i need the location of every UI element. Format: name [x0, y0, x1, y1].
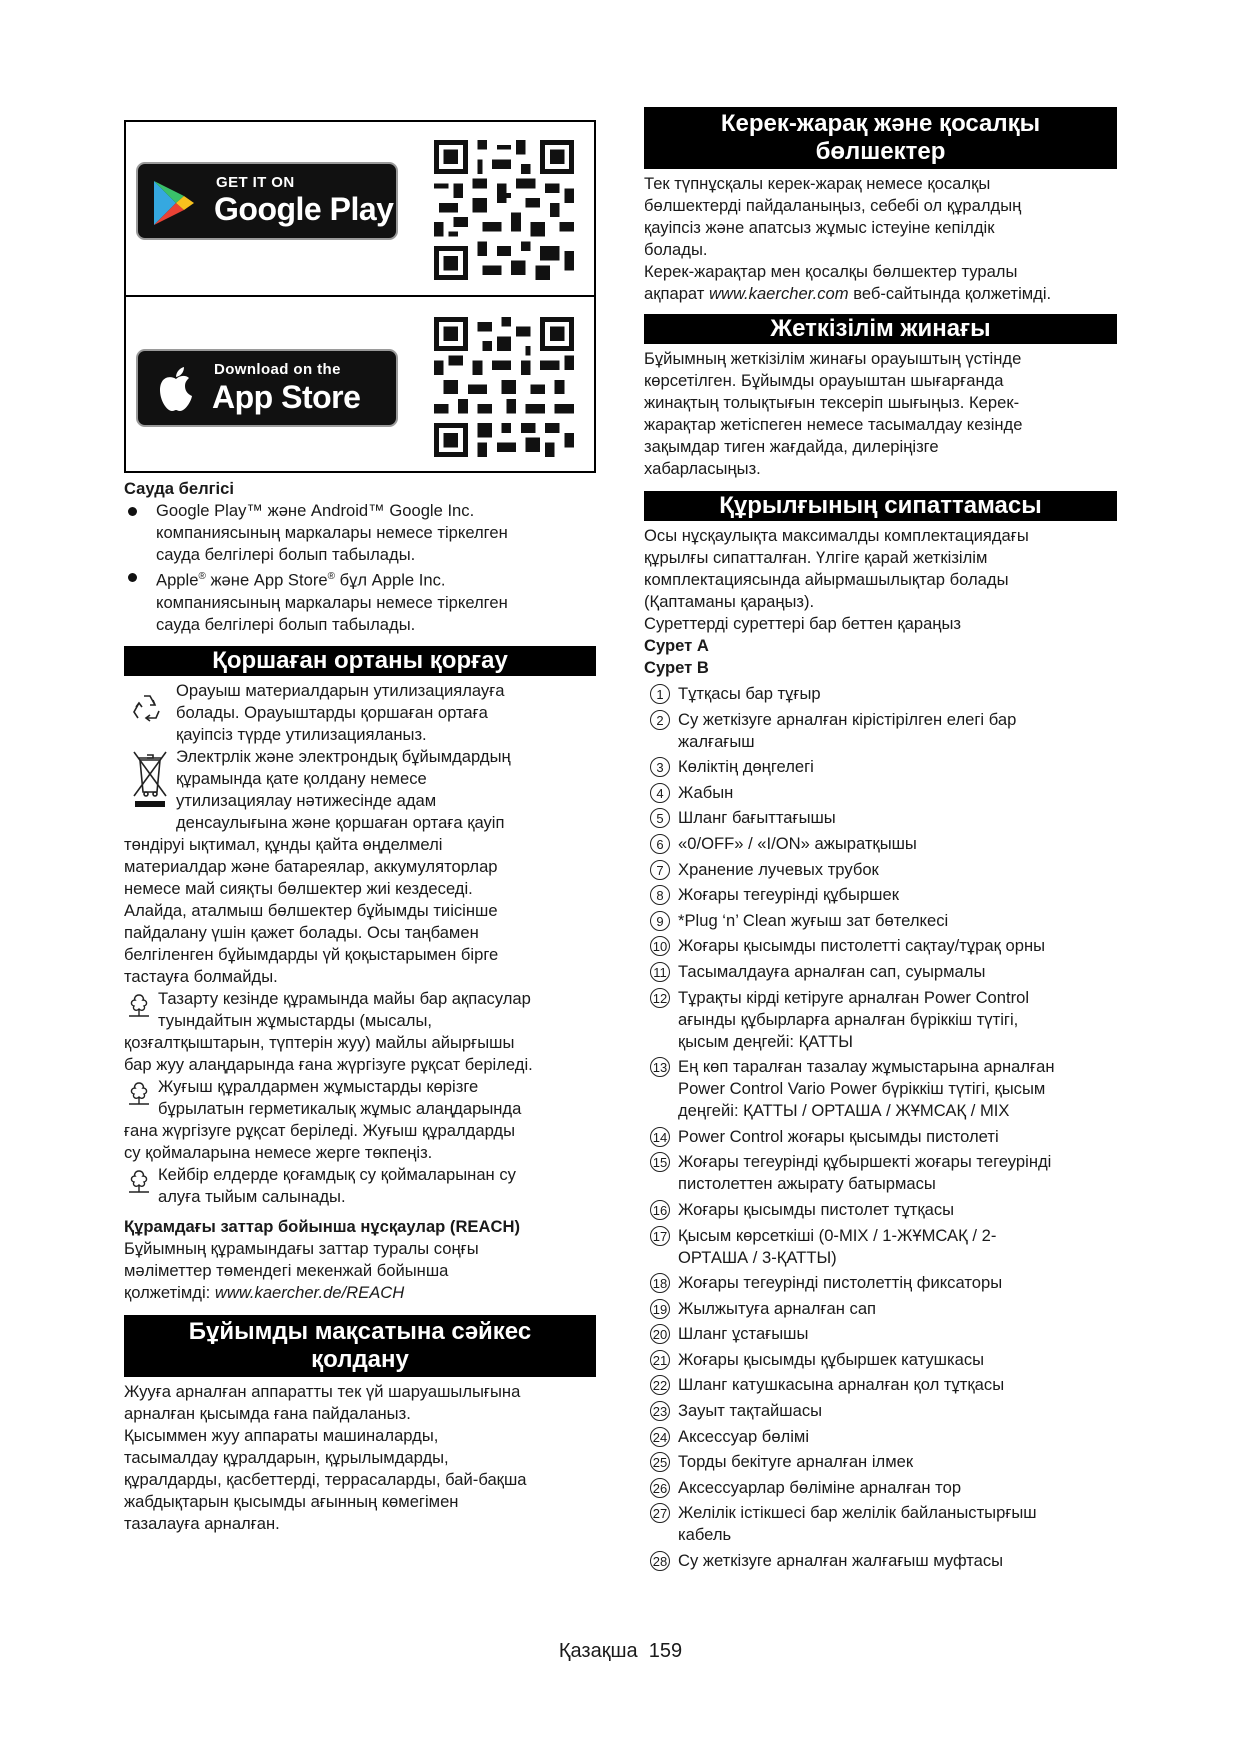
trademark-apple-line1: Apple® және App Store® бұл Apple Inc.: [156, 570, 446, 590]
parts-list-item: [644, 1298, 1117, 1320]
trademark-apple-line2: компаниясының маркалары немесе тіркелген: [156, 592, 508, 612]
parts-list-item: [644, 1477, 1117, 1499]
description-line4: (Қаптаманы қараңыз).: [644, 592, 815, 611]
figure-b-label: Сурет B: [644, 658, 709, 677]
parts-list-item-text: Жылжытуға арналған сап: [678, 1298, 877, 1318]
env-weee-line9: пайдалану үшін қажет болады. Осы таңбамен: [124, 923, 479, 942]
apple-icon: [156, 365, 196, 413]
accessories-text: [644, 173, 1117, 305]
env-recycle-line2: болады. Орауыштарды қоршаған ортаға: [176, 703, 488, 722]
google-play-small-text: GET IT ON: [216, 174, 295, 191]
trademark-google-line1: Google Play™ және Android™ Google Inc.: [156, 501, 475, 520]
accessories-section: [644, 107, 1117, 305]
tree-water-icon: [126, 1168, 152, 1194]
intended-use-line7: тазалауға арналған.: [124, 1514, 280, 1533]
delivery-line1: Бұйымның жеткізілім жинағы орауыштың үстінде: [644, 349, 1022, 368]
environment-heading: Қоршаған ортаны қорғау: [124, 646, 596, 676]
accessories-line5: Керек-жарақтар мен қосалқы бөлшектер туралы: [644, 262, 1018, 281]
parts-list-item-text: Ең көп таралған тазалау жұмыстарына арналған: [678, 1057, 1055, 1077]
intended-use-heading-line1: Бұйымды мақсатына сәйкес: [188, 1318, 532, 1345]
intended-use-line1: Жууға арналған аппаратты тек үй шаруашылығына: [124, 1382, 521, 1401]
accessories-line1: Тек түпнұсқалы керек-жарақ немесе қосалқы: [644, 174, 991, 193]
item-number-badge: 9: [650, 911, 670, 931]
env-oil-block: [124, 988, 596, 1076]
parts-list-item-text: Шланг катушкасына арналған қол тұтқасы: [678, 1375, 1005, 1395]
intended-use-heading: [124, 1315, 596, 1377]
item-number-badge: 5: [650, 808, 670, 828]
item-number-badge: 28: [650, 1551, 670, 1571]
env-oil-line2: туындайтын жұмыстарды (мысалы,: [158, 1011, 432, 1030]
parts-list-item-text: Жоғары тегеурінді құбыршек: [678, 885, 899, 905]
description-heading: Құрылғының сипаттамасы: [644, 491, 1117, 521]
accessories-line3: қауіпсіз және апатсыз жұмыс істеуіне кепілдік: [644, 218, 995, 237]
parts-list-item-text: Power Control жоғары қысымды пистолеті: [678, 1126, 999, 1146]
item-number-badge: 8: [650, 885, 670, 905]
kaercher-link[interactable]: www.kaercher.com: [709, 284, 849, 303]
reach-line3: қолжетімді: www.kaercher.de/REACH: [124, 1283, 405, 1302]
parts-list-item: [644, 709, 1117, 753]
parts-list-item-text: Шланг бағыттағышы: [678, 808, 836, 828]
parts-list-item: [644, 1225, 1117, 1269]
app-store-badge[interactable]: [136, 349, 398, 427]
trademark-section: [124, 478, 596, 636]
tree-water-icon: [126, 1080, 152, 1106]
environment-section: [124, 646, 596, 1304]
parts-list-item: [644, 683, 1117, 705]
env-detergent-line3: ғана жүргізуге рұқсат беріледі. Жуғыш құралдарды: [124, 1121, 516, 1140]
app-store-small-text: Download on the: [214, 360, 341, 378]
item-number-badge: 6: [650, 834, 670, 854]
parts-list-item: [644, 1056, 1117, 1122]
accessories-heading-line1: Керек-жарақ және қосалқы: [720, 110, 1041, 137]
accessories-line2: бөлшектерді пайдаланыңыз, себебі ол құралдың: [644, 196, 1022, 215]
env-weee-line11: тастауға болмайды.: [124, 967, 278, 986]
env-recycle-block: [124, 680, 596, 746]
description-line5: Суреттерді суреттері бар беттен қараңыз: [644, 614, 961, 633]
parts-list-item: [644, 807, 1117, 829]
item-number-badge: 13: [650, 1057, 670, 1077]
item-number-badge: 22: [650, 1375, 670, 1395]
env-water-block: [124, 1164, 596, 1208]
parts-list-item-text: Қысым көрсеткіші (0-MIX / 1-ЖҰМСАҚ / 2-: [678, 1225, 997, 1245]
app-store-big-text: App Store: [212, 378, 361, 415]
parts-list-item: [644, 1550, 1117, 1572]
parts-list-item-text: Торды бекітуге арналған ілмек: [678, 1452, 914, 1472]
parts-list-item: [644, 935, 1117, 957]
description-line3: комплектациясында айырмашылықтар болады: [644, 570, 1009, 589]
item-number-badge: 10: [650, 936, 670, 956]
bullet-icon: [128, 573, 137, 582]
parts-list-item: [644, 1374, 1117, 1396]
delivery-line4: жарақтар жетіспеген немесе тасымалдау кезінде: [644, 415, 1023, 434]
google-play-big-text: Google Play: [214, 191, 394, 227]
intended-use-line6: жабдықтарын қысымды ағынның көмегімен: [124, 1492, 459, 1511]
env-weee-line2: құрамында қате қолдану немесе: [176, 769, 427, 788]
parts-list-item-text: Су жеткізуге арналған кірістірілген елегі бар: [678, 709, 1017, 729]
parts-list-item: [644, 910, 1117, 932]
env-weee-line5: төндіруі ықтимал, құнды қайта өңделмелі: [124, 835, 443, 854]
intended-use-line5: құралдарды, қасбеттерді, террасаларды, бай-бақша: [124, 1470, 527, 1489]
crossed-bin-icon: [130, 748, 170, 810]
delivery-line5: зақымдар тиген жағдайда, дилеріңізге: [644, 437, 939, 456]
parts-list-item: [644, 1199, 1117, 1221]
delivery-line3: жинақтың толықтығын тексеріп шығыңыз. Керек-: [644, 393, 1020, 412]
env-weee-line1: Электрлік және электрондық бұйымдардың: [176, 747, 511, 766]
intended-use-line4: тасымалдау құралдарын, құрылымдарды,: [124, 1448, 449, 1467]
parts-list-item: [644, 1126, 1117, 1148]
parts-list-item: [644, 1451, 1117, 1473]
bullet-icon: [128, 507, 137, 516]
accessories-line6: ақпарат www.kaercher.com веб-сайтында қолжетімді.: [644, 284, 1052, 303]
parts-list-item-text: Жабын: [678, 782, 734, 802]
item-number-badge: 20: [650, 1324, 670, 1344]
reach-link[interactable]: www.kaercher.de/REACH: [214, 1283, 405, 1302]
description-section: [644, 491, 1117, 1576]
parts-list-item-text: Зауыт тақтайшасы: [678, 1401, 823, 1421]
page-footer: [0, 1640, 1241, 1663]
description-line2: құрылғы сипатталған. Үлгіге қарай жеткізілім: [644, 548, 988, 567]
item-number-badge: 1: [650, 684, 670, 704]
intended-use-text: [124, 1381, 596, 1535]
item-number-badge: 12: [650, 988, 670, 1008]
trademark-google-line3: сауда белгілері болып табылады.: [156, 545, 416, 564]
reach-block: [124, 1216, 596, 1304]
item-number-badge: 14: [650, 1127, 670, 1147]
parts-list-item-text: ағынды құбырларға арналған бүріккіш түтігі,: [678, 1009, 1019, 1029]
env-detergent-line4: су қоймаларына немесе жерге төкпеңіз.: [124, 1143, 433, 1162]
item-number-badge: 19: [650, 1299, 670, 1319]
env-water-line2: алуға тыйым салынады.: [158, 1187, 346, 1206]
parts-list-item-text: Жоғары тегеурінді пистолеттің фиксаторы: [678, 1273, 1003, 1293]
trademark-title: Сауда белгісі: [124, 479, 234, 498]
env-weee-line8: Алайда, аталмыш бөлшектер бұйымды тиісінше: [124, 901, 498, 920]
google-play-section: [126, 122, 594, 297]
parts-list-item-text: Көліктің дөңгелегі: [678, 757, 814, 777]
parts-list-item-text: Power Control Vario Power бүріккіш түтігі, қысым: [678, 1079, 1046, 1099]
trademark-apple: [124, 566, 596, 636]
item-number-badge: 17: [650, 1226, 670, 1246]
env-detergent-line2: бұрылатын герметикалық жұмыс алаңдарында: [158, 1099, 522, 1118]
reach-line2: мәліметтер төмендегі мекенжай бойынша: [124, 1261, 449, 1280]
item-number-badge: 24: [650, 1427, 670, 1447]
parts-list-item-text: Жоғары қысымды пистолетті сақтау/тұрақ орны: [678, 936, 1046, 956]
parts-list-item-text: Аксессуарлар бөліміне арналған тор: [678, 1477, 962, 1497]
parts-list-item-text: жалғағыш: [678, 731, 755, 751]
accessories-heading: [644, 107, 1117, 169]
parts-list-item-text: Хранение лучевых трубок: [678, 859, 879, 879]
reach-title: Құрамдағы заттар бойынша нұсқаулар (REACH): [124, 1217, 520, 1236]
env-recycle-text: [124, 680, 596, 746]
parts-list-item-text: деңгейі: ҚАТТЫ / ОРТАША / ЖҰМСАҚ / MIX: [678, 1101, 1010, 1121]
parts-list-item-text: Шланг ұстағышы: [678, 1324, 809, 1344]
footer-language: Қазақша: [558, 1640, 638, 1662]
description-line1: Осы нұсқаулықта максималды комплектациядағы: [644, 526, 1029, 545]
parts-list-item-text: Желілік істікшесі бар желілік байланыстырғыш: [678, 1503, 1037, 1523]
parts-list-item: [644, 961, 1117, 983]
env-oil-line3: қозғалтқыштарын, түптерін жуу) майлы айырғышы: [124, 1033, 515, 1052]
env-weee-line3: утилизациялау нәтижесінде адам: [176, 791, 437, 810]
env-oil-line4: бар жуу алаңдарында ғана жүргізуге рұқсат беріледі.: [124, 1055, 533, 1074]
env-weee-indented-text: [124, 746, 596, 834]
tree-water-icon: [126, 992, 152, 1018]
parts-list-item: [644, 1400, 1117, 1422]
delivery-section: [644, 314, 1117, 480]
trademark-google: [124, 500, 596, 566]
accessories-line4: болады.: [644, 240, 708, 259]
accessories-heading-line2: бөлшектер: [815, 138, 946, 165]
intended-use-section: [124, 1315, 596, 1535]
env-detergent-block: [124, 1076, 596, 1164]
item-number-badge: 18: [650, 1273, 670, 1293]
parts-list-item-text: Тұрақты кірді кетіруге арналған Power Control: [678, 987, 1030, 1007]
parts-list-item-text: Жоғары тегеурінді құбыршекті жоғары тегеурінді: [678, 1152, 1052, 1172]
env-weee-line10: белгіленген бұйымдарды үй қоқыстарымен бірге: [124, 945, 499, 964]
env-oil-line1: Тазарту кезінде құрамында майы бар ақпасулар: [158, 989, 531, 1008]
item-number-badge: 2: [650, 710, 670, 730]
footer-page-number: 159: [648, 1640, 683, 1662]
delivery-line6: хабарласыңыз.: [644, 459, 761, 478]
item-number-badge: 3: [650, 757, 670, 777]
parts-list-item: [644, 1151, 1117, 1195]
google-play-badge[interactable]: [136, 162, 398, 240]
app-store-panel: [124, 120, 596, 473]
trademark-google-line2: компаниясының маркалары немесе тіркелген: [156, 523, 508, 542]
parts-list-item: [644, 833, 1117, 855]
parts-list: [644, 683, 1117, 1572]
item-number-badge: 15: [650, 1152, 670, 1172]
app-store-section: [126, 297, 594, 472]
parts-list-item: [644, 1272, 1117, 1294]
google-play-qr-code[interactable]: [434, 140, 574, 280]
item-number-badge: 11: [650, 962, 670, 982]
parts-list-item-text: Тұтқасы бар тұғыр: [678, 684, 821, 703]
description-text: [644, 525, 1117, 679]
reach-line1: Бұйымның құрамындағы заттар туралы соңғы: [124, 1239, 479, 1258]
item-number-badge: 16: [650, 1200, 670, 1220]
parts-list-item-text: Жоғары қысымды пистолет тұтқасы: [678, 1199, 955, 1219]
parts-list-item-text: Аксессуар бөлімі: [678, 1426, 810, 1446]
env-water-line1: Кейбір елдерде қоғамдық су қоймаларынан су: [158, 1165, 516, 1184]
item-number-badge: 23: [650, 1401, 670, 1421]
recycle-icon: [128, 688, 168, 728]
app-store-qr-code[interactable]: [434, 317, 574, 457]
env-weee-block: [124, 746, 596, 988]
trademark-apple-line3: сауда белгілері болып табылады.: [156, 614, 416, 634]
item-number-badge: 7: [650, 860, 670, 880]
figure-a-label: Сурет A: [644, 636, 709, 655]
item-number-badge: 4: [650, 783, 670, 803]
item-number-badge: 26: [650, 1478, 670, 1498]
parts-list-item: [644, 1426, 1117, 1448]
env-detergent-line1: Жуғыш құралдармен жұмыстарды көрізге: [158, 1077, 479, 1096]
env-recycle-line3: қауіпсіз түрде утилизацияланыз.: [176, 725, 427, 744]
parts-list-item-text: Тасымалдауға арналған сап, суырмалы: [678, 961, 986, 981]
parts-list-item: [644, 987, 1117, 1053]
parts-list-item: [644, 859, 1117, 881]
parts-list-item: [644, 884, 1117, 906]
parts-list-item-text: қысым деңгейі: ҚАТТЫ: [678, 1031, 853, 1051]
parts-list-item-text: Жоғары қысымды құбыршек катушкасы: [678, 1349, 985, 1369]
parts-list-item: [644, 782, 1117, 804]
parts-list-item: [644, 1323, 1117, 1345]
parts-list-item-text: пистолеттен ажырату батырмасы: [678, 1174, 936, 1194]
delivery-line2: көрсетілген. Бұйымды орауыштан шығарғанда: [644, 371, 1004, 390]
env-weee-line7: немесе май сияқты бөлшектер жиі кездеседі.: [124, 879, 473, 898]
item-number-badge: 27: [650, 1503, 670, 1523]
intended-use-heading-line2: қолдану: [311, 1346, 409, 1373]
google-play-icon: [152, 179, 196, 227]
item-number-badge: 21: [650, 1350, 670, 1370]
parts-list-item-text: *Plug ‘n’ Clean жуғыш зат бөтелкесі: [678, 910, 949, 930]
parts-list-item-text: «0/OFF» / «I/ON» ажыратқышы: [678, 833, 917, 853]
delivery-heading: Жеткізілім жинағы: [644, 314, 1117, 344]
intended-use-line2: арналған қысымда ғана пайдаланыз.: [124, 1404, 411, 1423]
parts-list-item: [644, 1349, 1117, 1371]
delivery-text: [644, 348, 1117, 480]
parts-list-item: [644, 1502, 1117, 1546]
parts-list-item-text: Су жеткізуге арналған жалғағыш муфтасы: [678, 1551, 1004, 1571]
parts-list-item: [644, 756, 1117, 778]
parts-list-item-text: кабель: [678, 1525, 732, 1545]
env-weee-line6: материалдар және батареялар, аккумуляторлар: [124, 857, 498, 876]
intended-use-line3: Қысыммен жуу аппараты машиналарды,: [124, 1426, 439, 1445]
item-number-badge: 25: [650, 1452, 670, 1472]
parts-list-item-text: ОРТАША / 3-ҚАТТЫ): [678, 1247, 837, 1267]
env-weee-line4: денсаулығына және қоршаған ортаға қауіп: [176, 813, 505, 832]
env-recycle-line1: Орауыш материалдарын утилизациялауға: [176, 681, 505, 700]
